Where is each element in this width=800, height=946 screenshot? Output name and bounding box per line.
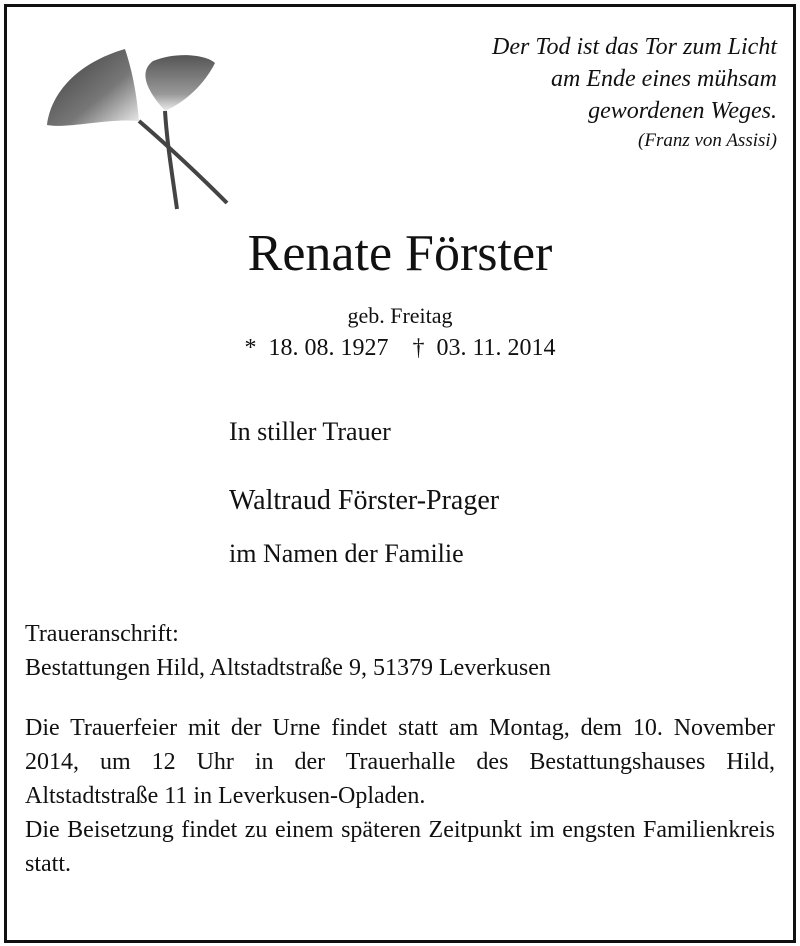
deceased-name: Renate Förster [247,225,553,282]
ginkgo-leaf-icon [37,33,267,223]
birth-name: geb. Freitag [347,303,453,328]
burial-text: Die Beisetzung findet zu einem späteren Zeitpunkt im engsten Familienkreis statt. [25,817,775,877]
obituary-frame [4,4,796,943]
quote-line: gewordenen Weges. [588,98,777,124]
quote [492,31,777,155]
mourning-phrase: In stiller Trauer [229,417,391,446]
ceremony-text: Die Trauerfeier mit der Urne findet statt am Montag, dem 10. November 2014, um 12 Uhr in der Trauerhalle des Bestattungshauses Hild, Altstadtstraße 11 in Leverkusen-Opladen. [25,715,775,809]
life-dates: * 18. 08. 1927 † 03. 11. 2014 [244,335,556,361]
quote-line: am Ende eines mühsam [551,66,777,92]
quote-line: Der Tod ist das Tor zum Licht [492,34,777,60]
ceremony-announcement [25,711,775,881]
address-value: Bestattungen Hild, Altstadtstraße 9, 51379 Leverkusen [25,655,551,681]
quote-author: (Franz von Assisi) [638,130,777,151]
mourning-address [25,617,551,685]
mourner-name: Waltraud Förster-Prager [229,485,500,516]
address-label: Traueranschrift: [25,621,179,647]
on-behalf-text: im Namen der Familie [229,539,464,568]
